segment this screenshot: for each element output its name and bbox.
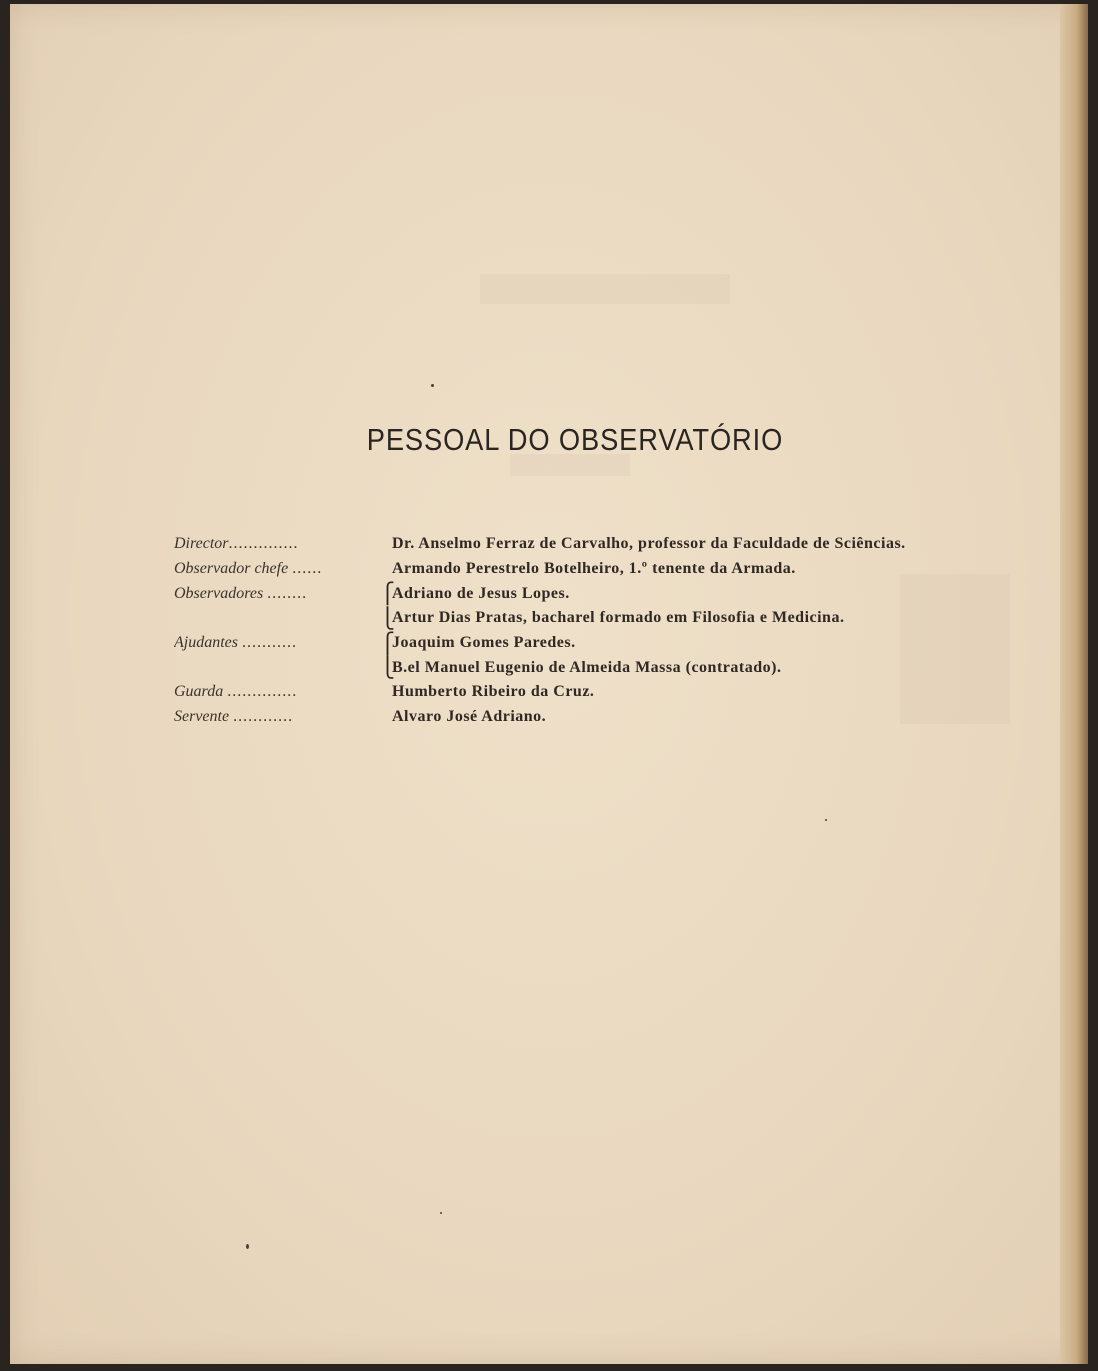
paper-speck (825, 819, 827, 821)
role-label (174, 560, 380, 578)
staff-row-guarda (174, 680, 906, 705)
show-through-block (900, 574, 1010, 724)
person-name: Dr. Anselmo Ferraz de Carvalho, professor da Faculdade de Sciências. (392, 535, 906, 553)
staff-list (174, 532, 906, 730)
person-name: Joaquim Gomes Paredes. (392, 634, 576, 652)
brace-top: ⎧ (380, 632, 395, 655)
leader-dots: .............. (228, 535, 299, 553)
paper-speck (431, 384, 434, 387)
role-name: Guarda (174, 683, 224, 701)
leader-dots: ............ (233, 708, 294, 726)
role-label (174, 634, 380, 652)
document-page (10, 4, 1088, 1364)
person-name: B.el Manuel Eugenio de Almeida Massa (contratado). (392, 658, 782, 676)
leader-dots: ........... (242, 634, 297, 652)
staff-row-observadores-cont (174, 606, 906, 631)
role-label (174, 535, 380, 553)
role-name: Observador chefe (174, 560, 289, 578)
leader-dots: .............. (227, 683, 298, 701)
brace-top: ⎧ (380, 583, 395, 606)
staff-row-servente (174, 705, 906, 730)
role-label (174, 683, 380, 701)
role-name: Observadores (174, 584, 264, 602)
role-label (174, 708, 380, 726)
role-name: Ajudantes (174, 634, 238, 652)
person-name: Adriano de Jesus Lopes. (392, 584, 570, 602)
role-name: Servente (174, 708, 230, 726)
role-name: Director (174, 535, 229, 553)
paper-speck (246, 1244, 249, 1249)
book-spine (1060, 4, 1088, 1364)
person-name: Armando Perestrelo Botelheiro, 1.º tenente da Armada. (392, 560, 796, 578)
person-name: Artur Dias Pratas, bacharel formado em Filosofia e Medicina. (392, 609, 845, 627)
paper-speck (440, 1212, 442, 1214)
person-name: Alvaro José Adriano. (392, 708, 547, 726)
role-label (174, 585, 380, 603)
staff-row-ajudantes-cont (174, 655, 906, 680)
staff-row-director (174, 532, 906, 557)
page-title: PESSOAL DO OBSERVATÓRIO (366, 422, 784, 457)
brace-bottom: ⎩ (380, 657, 395, 680)
staff-row-observador-chefe (174, 557, 906, 582)
brace-bottom: ⎩ (380, 607, 395, 630)
person-name: Humberto Ribeiro da Cruz. (392, 683, 595, 701)
staff-row-observadores (174, 581, 906, 606)
show-through-block (480, 274, 730, 304)
staff-row-ajudantes (174, 631, 906, 656)
leader-dots: ...... (292, 560, 323, 578)
leader-dots: ........ (267, 584, 308, 602)
